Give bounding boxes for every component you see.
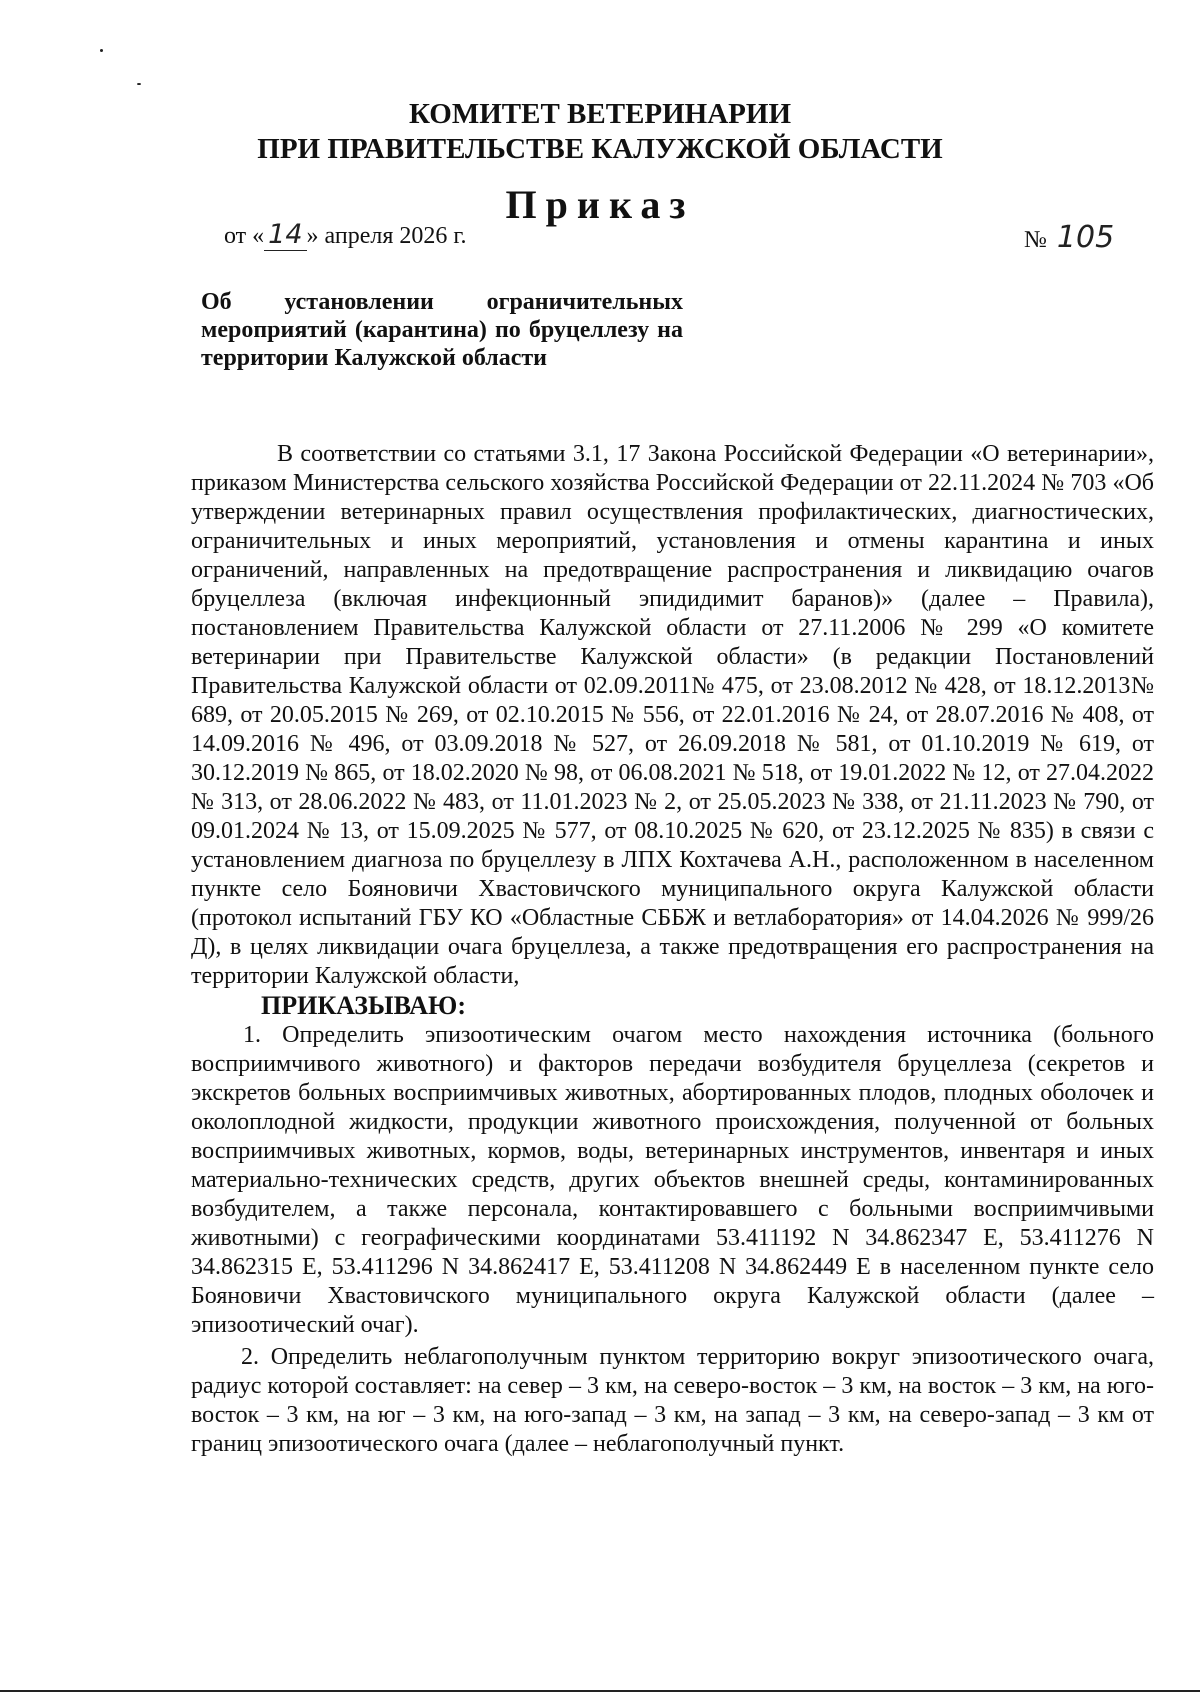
order-item-1: 1. Определить эпизоотическим очагом место нахождения источника (больного восприимчивого животного) и факторов передачи возбудителя бруцеллеза (секретов и экскретов больных восприимчивых животных, абортированных плодов, плодных оболочек и околоплодной жидкости, продукции животного происхождения, полученной от больных восприимчивых животных, кормов, воды, ветеринарных инструментов, инвентаря и иных материально-технических средств, других объектов внешней среды, контаминированных возбудителем, а также персонала, контактировавшего с больными восприимчивыми животными) с географическими координатами 53.411192 N 34.862347 E, 53.411276 N 34.862315 E, 53.411296 N 34.862417 E, 53.411208 N 34.862449 E в населенном пункте село Бояновичи Хвастовичского муниципального округа Калужской области (далее – эпизоотический очаг). [191, 1022, 1154, 1338]
order-subject: Об установлении ограничительных мероприятий (карантина) по бруцеллезу на территории Калужской области [201, 289, 683, 371]
committee-line-2: ПРИ ПРАВИТЕЛЬСТВЕ КАЛУЖСКОЙ ОБЛАСТИ [257, 133, 943, 165]
scan-speck [100, 49, 103, 52]
order-number [1024, 220, 1118, 255]
handwritten-number: 105 [1056, 220, 1115, 255]
order-directive-heading: ПРИКАЗЫВАЮ: [261, 991, 466, 1020]
scan-speck [137, 83, 141, 85]
page-bottom-rule [0, 1690, 1200, 1692]
committee-line-1: КОМИТЕТ ВЕТЕРИНАРИИ [408, 98, 792, 130]
handwritten-day: 14 [264, 219, 306, 251]
order-date [224, 219, 467, 250]
committee-header [0, 97, 1200, 167]
preamble-paragraph: В соответствии со статьями 3.1, 17 Закона Российской Федерации «О ветеринарии», приказом Министерства сельского хозяйства Российской Федерации от 22.11.2024 № 703 «Об утверждении ветеринарных правил осуществления профилактических, диагностических, ограничительных и иных мероприятий, установления и отмены карантина и иных ограничений, направленных на предотвращение распространения и ликвидацию очагов бруцеллеза (включая инфекционный эпидидимит баранов)» (далее – Правила), постановлением Правительства Калужской области от 27.11.2006 № 299 «О комитете ветеринарии при Правительстве Калужской области» (в редакции Постановлений Правительства Калужской области от 02.09.2011№ 475, от 23.08.2012 № 428, от 18.12.2013№ 689, от 20.05.2015 № 269, от 02.10.2015 № 556, от 22.01.2016 № 24, от 28.07.2016 № 408, от 14.09.2016 № 496, от 03.09.2018 № 527, от 26.09.2018 № 581, от 01.10.2019 № 619, от 30.12.2019 № 865, от 18.02.2020 № 98, от 06.08.2021 № 518, от 19.01.2022 № 12, от 27.04.2022 № 313, от 28.06.2022 № 483, от 11.01.2023 № 2, от 25.05.2023 № 338, от 21.11.2023 № 790, от 09.01.2024 № 13, от 15.09.2025 № 577, от 08.10.2025 № 620, от 23.12.2025 № 835) в связи с установлением диагноза по бруцеллезу в ЛПХ Кохтачева А.Н., расположенном в населенном пункте село Бояновичи Хвастовичского муниципального округа Калужской области (протокол испытаний ГБУ КО «Областные СББЖ и ветлаборатория» от 14.04.2026 № 999/26 Д), в целях ликвидации очага бруцеллеза, а также предотвращения его распространения на территории Калужской области, [191, 441, 1154, 989]
order-item-2: 2. Определить неблагополучным пунктом территорию вокруг эпизоотического очага, радиус которой составляет: на север – 3 км, на северо-восток – 3 км, на восток – 3 км, на юго-восток – 3 км, на юг – 3 км, на юго-запад – 3 км, на запад – 3 км, на северо-запад – 3 км от границ эпизоотического очага (далее – неблагополучный пункт. [191, 1344, 1154, 1457]
date-suffix: » апреля 2026 г. [306, 223, 467, 249]
date-prefix: от « [224, 223, 265, 249]
number-prefix: № [1024, 227, 1047, 253]
document-body [191, 440, 1154, 1459]
document-type-title: Приказ [505, 182, 695, 227]
